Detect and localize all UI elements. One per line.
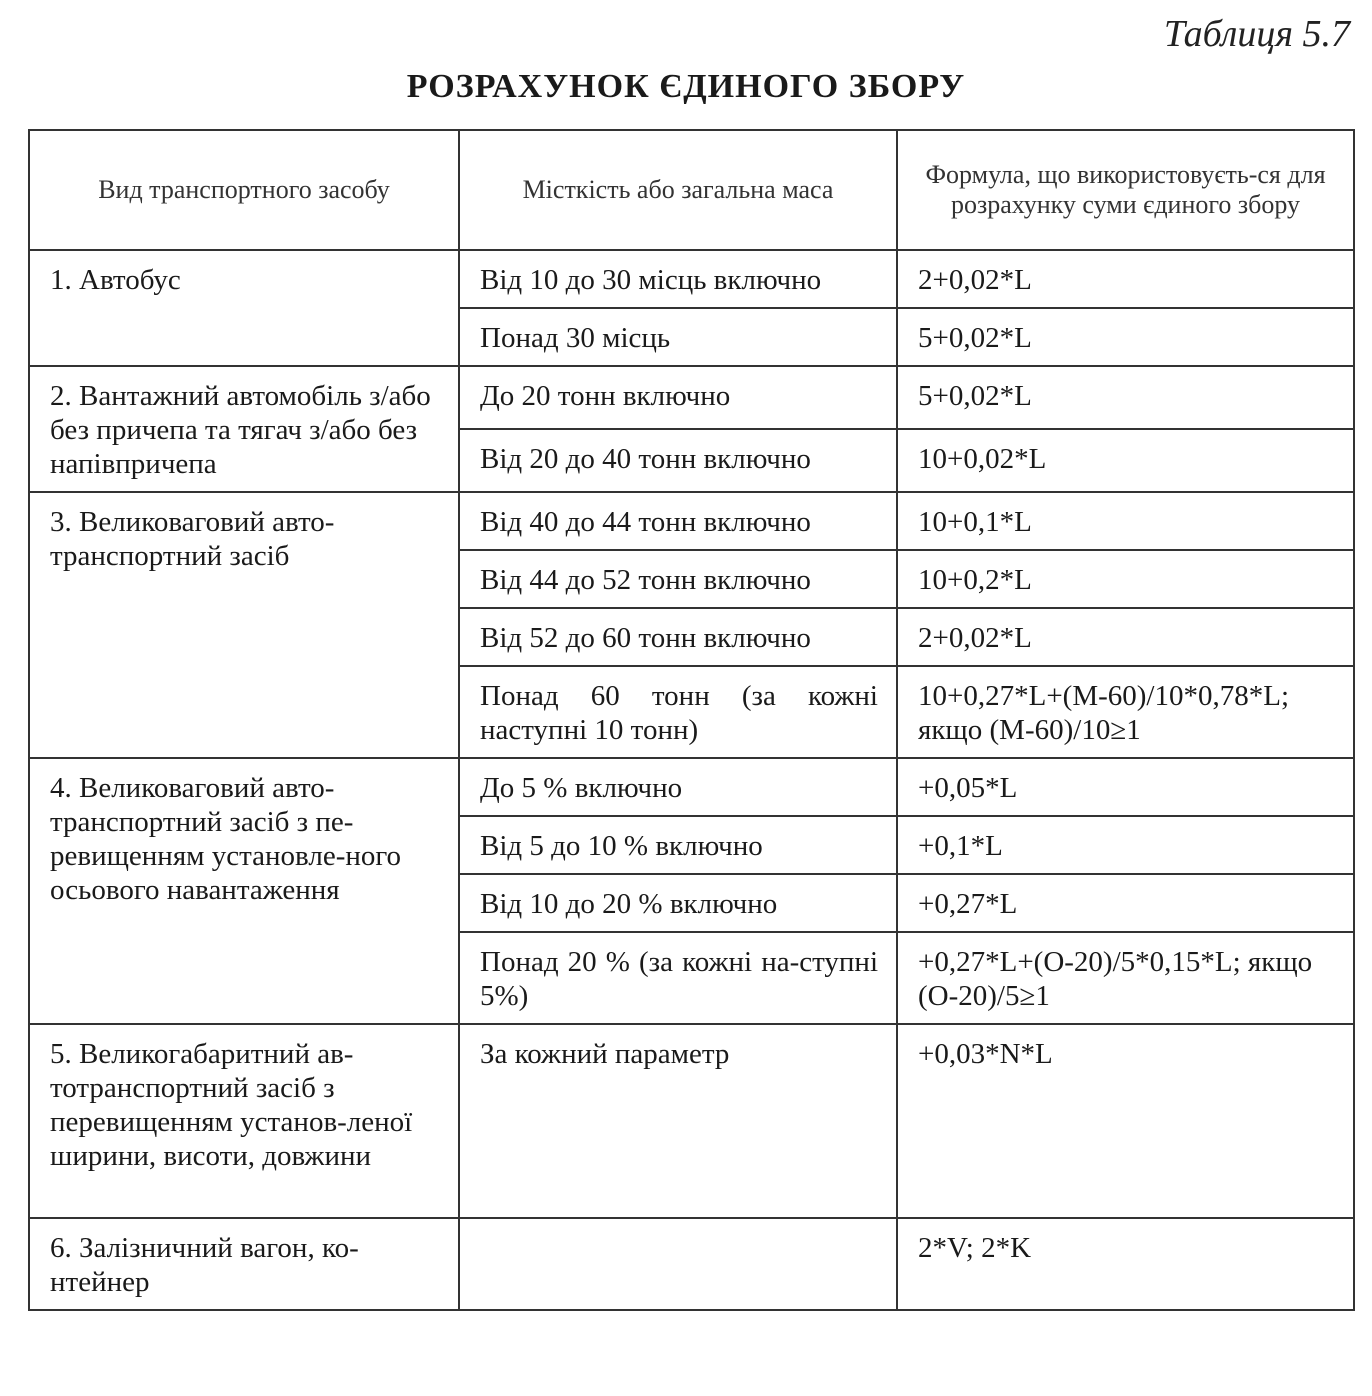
capacity-cell: За кожний параметр [459, 1024, 897, 1218]
capacity-cell [459, 1218, 897, 1310]
document-title: РОЗРАХУНОК ЄДИНОГО ЗБОРУ [406, 68, 966, 105]
capacity-cell: Понад 30 місць [459, 308, 897, 366]
capacity-cell: Від 44 до 52 тонн включно [459, 550, 897, 608]
capacity-cell: Від 52 до 60 тонн включно [459, 608, 897, 666]
formula-cell: +0,05*L [897, 758, 1354, 816]
vehicle-type-cell: 4. Великоваговий авто-транспортний засіб з пе-ревищенням установле-ного осьового навантаження [29, 758, 459, 1024]
capacity-cell: Понад 60 тонн (за кожні наступні 10 тонн) [459, 666, 897, 758]
table-row [29, 250, 1354, 308]
vehicle-type-cell: 2. Вантажний автомобіль з/або без причепа та тягач з/або без напівпричепа [29, 366, 459, 492]
formula-cell: 2*V; 2*K [897, 1218, 1354, 1310]
table-number-label: Таблиця 5.7 [1163, 13, 1350, 55]
formula-cell: 10+0,27*L+(M-60)/10*0,78*L; якщо (M-60)/10≥1 [897, 666, 1354, 758]
formula-cell: 2+0,02*L [897, 608, 1354, 666]
table-row [29, 1024, 1354, 1218]
vehicle-type-cell: 1. Автобус [29, 250, 459, 366]
formula-cell: +0,27*L [897, 874, 1354, 932]
formula-cell: 10+0,1*L [897, 492, 1354, 550]
formula-cell: 5+0,02*L [897, 366, 1354, 429]
formula-cell: +0,27*L+(O-20)/5*0,15*L; якщо (O-20)/5≥1 [897, 932, 1354, 1024]
formula-cell: +0,1*L [897, 816, 1354, 874]
formula-cell: 2+0,02*L [897, 250, 1354, 308]
formula-cell: 10+0,02*L [897, 429, 1354, 492]
capacity-cell: До 20 тонн включно [459, 366, 897, 429]
header-capacity: Місткість або загальна маса [459, 130, 897, 250]
formula-cell: 5+0,02*L [897, 308, 1354, 366]
table-row [29, 366, 1354, 429]
header-vehicle-type: Вид транспортного засобу [29, 130, 459, 250]
capacity-cell: Від 10 до 30 місць включно [459, 250, 897, 308]
header-formula: Формула, що використовуєть-ся для розрахунку суми єдиного збору [897, 130, 1354, 250]
capacity-cell: До 5 % включно [459, 758, 897, 816]
vehicle-type-cell: 3. Великоваговий авто-транспортний засіб [29, 492, 459, 758]
formula-cell: +0,03*N*L [897, 1024, 1354, 1218]
table-row [29, 1218, 1354, 1310]
capacity-cell: Від 5 до 10 % включно [459, 816, 897, 874]
capacity-cell: Від 10 до 20 % включно [459, 874, 897, 932]
vehicle-type-cell: 5. Великогабаритний ав-тотранспортний засіб з перевищенням установ-леної ширини, висоти, довжини [29, 1024, 459, 1218]
vehicle-type-cell: 6. Залізничний вагон, ко-нтейнер [29, 1218, 459, 1310]
capacity-cell: Від 40 до 44 тонн включно [459, 492, 897, 550]
capacity-cell: Понад 20 % (за кожні на-ступні 5%) [459, 932, 897, 1024]
formula-cell: 10+0,2*L [897, 550, 1354, 608]
table-row [29, 492, 1354, 550]
table-row [29, 758, 1354, 816]
table-header-row [29, 130, 1354, 250]
capacity-cell: Від 20 до 40 тонн включно [459, 429, 897, 492]
fee-calculation-table [28, 129, 1355, 1311]
